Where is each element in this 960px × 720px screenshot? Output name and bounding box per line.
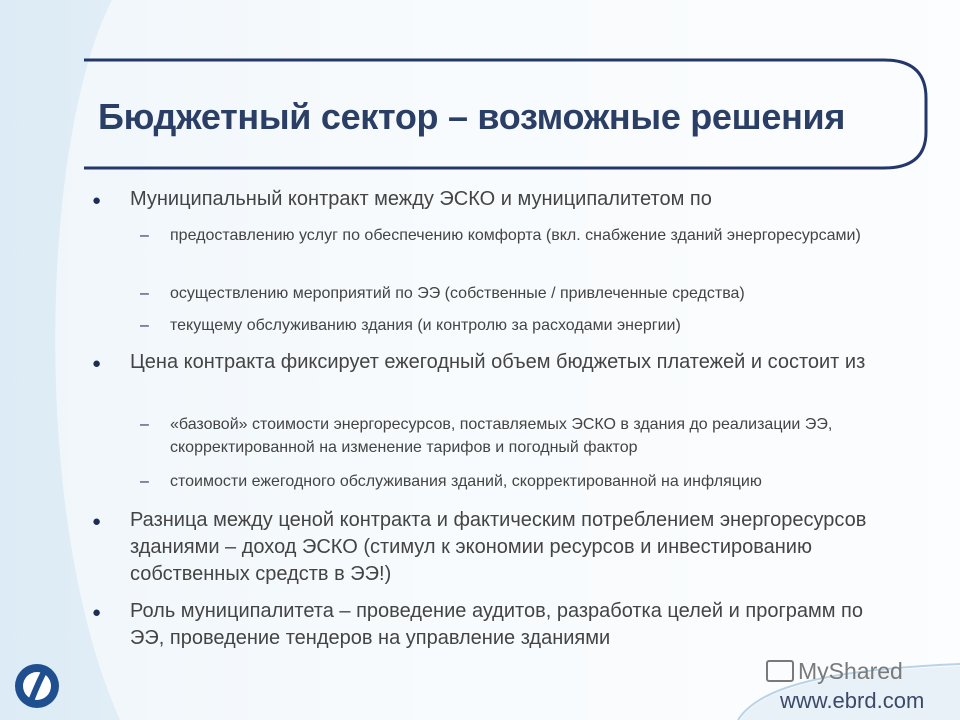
bullet-item <box>92 507 892 588</box>
bullet-marker: ● <box>92 355 102 372</box>
sub-bullet-item <box>140 470 918 493</box>
watermark-text: MyShared <box>798 658 903 684</box>
bullet-text: Разница между ценой контракта и фактическим потреблением энергоресурсов зданиями – доход ЭСКО (стимул к экономии ресурсов и инвестированию собственных средств в ЭЭ!) <box>130 509 867 585</box>
sub-bullet-item <box>140 413 918 459</box>
sub-bullet-item <box>140 224 918 247</box>
dash-marker: – <box>140 416 149 433</box>
footer-url: www.ebrd.com <box>780 688 925 713</box>
dash-marker: – <box>140 473 149 490</box>
sub-bullet-text: стоимости ежегодного обслуживания зданий, скорректированной на инфляцию <box>170 473 762 490</box>
sub-bullet-text: предоставлению услуг по обеспечению комфорта (вкл. снабжение зданий энергоресурсами) <box>170 227 861 244</box>
dash-marker: – <box>140 227 149 244</box>
bullet-item <box>92 186 892 213</box>
dash-marker: – <box>140 285 149 302</box>
sub-bullet-text: текущему обслуживанию здания (и контролю за расходами энергии) <box>170 317 681 334</box>
bullet-text: Цена контракта фиксирует ежегодный объем бюджетых платежей и состоит из <box>130 351 866 373</box>
ebrd-logo-icon <box>12 661 62 711</box>
sub-bullet-item <box>140 314 918 337</box>
page-title: Бюджетный сектор – возможные решения <box>98 96 846 137</box>
sub-bullet-item <box>140 282 918 305</box>
sub-bullet-text: «базовой» стоимости энергоресурсов, поставляемых ЭСКО в здания до реализации ЭЭ, скорректированной на изменение тарифов и погодный фактор <box>170 416 833 456</box>
watermark <box>766 658 903 685</box>
bullet-marker: ● <box>92 604 102 621</box>
myshared-logo-icon <box>766 660 794 682</box>
bullet-marker: ● <box>92 513 102 530</box>
bullet-marker: ● <box>92 192 102 209</box>
bullet-text: Муниципальный контракт между ЭСКО и муниципалитетом по <box>130 188 712 210</box>
bullet-item <box>92 349 892 376</box>
bullet-text: Роль муниципалитета – проведение аудитов, разработка целей и программ по ЭЭ, проведение тендеров на управление зданиями <box>130 600 863 649</box>
sub-bullet-text: осуществлению мероприятий по ЭЭ (собственные / привлеченные средства) <box>170 285 745 302</box>
bullet-item <box>92 598 892 652</box>
dash-marker: – <box>140 317 149 334</box>
